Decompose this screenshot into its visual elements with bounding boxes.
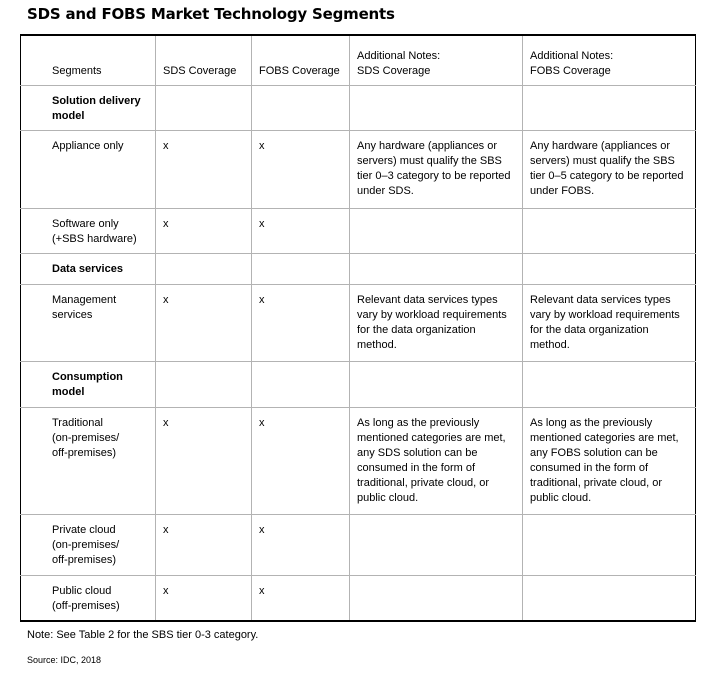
row-fobs — [252, 253, 350, 284]
row-fobs-notes — [523, 208, 696, 253]
row-fobs-notes — [523, 575, 696, 621]
row-sds-notes — [350, 361, 523, 407]
table-row — [21, 514, 696, 575]
row-sds: x — [156, 284, 252, 361]
row-fobs: x — [252, 208, 350, 253]
row-fobs-notes — [523, 253, 696, 284]
row-sds-notes — [350, 575, 523, 621]
header-sds-notes: Additional Notes: SDS Coverage — [350, 35, 523, 85]
header-sds-coverage: SDS Coverage — [156, 35, 252, 85]
table-row — [21, 284, 696, 361]
table-source: Source: IDC, 2018 — [27, 655, 102, 665]
row-sds: x — [156, 514, 252, 575]
segments-table — [20, 34, 696, 622]
row-fobs — [252, 361, 350, 407]
row-fobs-notes — [523, 85, 696, 130]
row-segment: Private cloud (on-premises/ off-premises) — [21, 514, 156, 575]
row-sds-notes: Relevant data services types vary by workload requirements for the data organization method. — [350, 284, 523, 361]
row-sds-notes — [350, 253, 523, 284]
row-sds — [156, 85, 252, 130]
row-sds: x — [156, 407, 252, 514]
table-row — [21, 407, 696, 514]
row-fobs-notes: As long as the previously mentioned categories are met, any FOBS solution can be consumed in the form of traditional, private cloud, or public cloud. — [523, 407, 696, 514]
row-fobs-notes — [523, 514, 696, 575]
row-sds-notes: Any hardware (appliances or servers) must qualify the SBS tier 0–3 category to be reported under SDS. — [350, 130, 523, 208]
row-sds: x — [156, 130, 252, 208]
header-fobs-coverage: FOBS Coverage — [252, 35, 350, 85]
table-row — [21, 130, 696, 208]
table-row — [21, 85, 696, 130]
row-sds — [156, 361, 252, 407]
row-segment: Data services — [21, 253, 156, 284]
row-fobs-notes: Any hardware (appliances or servers) must qualify the SBS tier 0–5 category to be reported under FOBS. — [523, 130, 696, 208]
table-note: Note: See Table 2 for the SBS tier 0-3 category. — [27, 629, 259, 641]
page-title: SDS and FOBS Market Technology Segments — [27, 5, 395, 23]
row-fobs: x — [252, 284, 350, 361]
row-fobs: x — [252, 407, 350, 514]
header-segments: Segments — [21, 35, 156, 85]
row-fobs-notes — [523, 361, 696, 407]
row-sds-notes — [350, 85, 523, 130]
row-fobs: x — [252, 130, 350, 208]
row-segment: Appliance only — [21, 130, 156, 208]
table-row — [21, 361, 696, 407]
row-sds-notes — [350, 208, 523, 253]
row-segment: Software only (+SBS hardware) — [21, 208, 156, 253]
row-fobs: x — [252, 575, 350, 621]
row-fobs-notes: Relevant data services types vary by workload requirements for the data organization method. — [523, 284, 696, 361]
table-row — [21, 208, 696, 253]
row-sds: x — [156, 575, 252, 621]
row-segment: Management services — [21, 284, 156, 361]
row-sds — [156, 253, 252, 284]
row-segment: Traditional (on-premises/ off-premises) — [21, 407, 156, 514]
row-sds: x — [156, 208, 252, 253]
row-segment: Solution delivery model — [21, 85, 156, 130]
row-fobs — [252, 85, 350, 130]
table-row — [21, 253, 696, 284]
table-header-row — [21, 35, 696, 85]
row-sds-notes: As long as the previously mentioned categories are met, any SDS solution can be consumed in the form of traditional, private cloud, or public cloud. — [350, 407, 523, 514]
row-fobs: x — [252, 514, 350, 575]
header-fobs-notes: Additional Notes: FOBS Coverage — [523, 35, 696, 85]
row-sds-notes — [350, 514, 523, 575]
row-segment: Consumption model — [21, 361, 156, 407]
table-row — [21, 575, 696, 621]
row-segment: Public cloud (off-premises) — [21, 575, 156, 621]
